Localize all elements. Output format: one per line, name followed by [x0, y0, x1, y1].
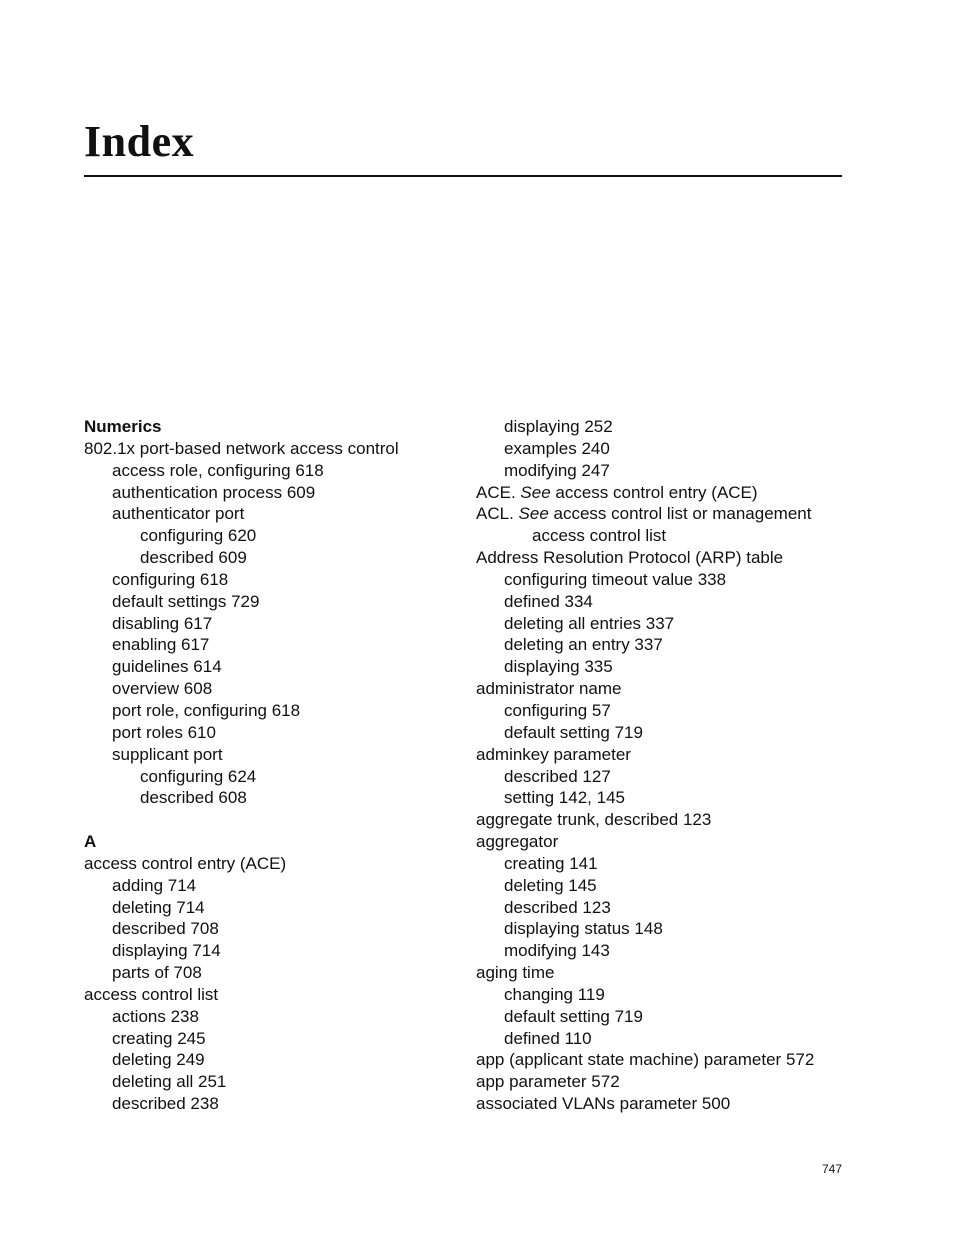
- index-subentry: changing 119: [504, 984, 605, 1004]
- index-subentry: parts of 708: [112, 963, 202, 983]
- index-subentry: default setting 719: [504, 1006, 643, 1026]
- index-column-right: [476, 416, 846, 1115]
- see-reference-see: See: [518, 504, 549, 524]
- index-entry: app parameter 572: [476, 1072, 620, 1092]
- index-subentry: port roles 610: [112, 722, 216, 742]
- see-reference-pre: ACE.: [476, 482, 521, 502]
- index-subentry: described 609: [140, 548, 247, 568]
- index-see-reference: [476, 482, 846, 504]
- index-subentry: deleting an entry 337: [504, 635, 663, 655]
- see-reference-post: access control entry (ACE): [550, 482, 758, 502]
- index-subentry: supplicant port: [112, 744, 223, 764]
- index-subentry: authenticator port: [112, 504, 245, 524]
- index-subentry: access control list: [532, 526, 667, 546]
- index-subentry: enabling 617: [112, 635, 210, 655]
- index-subentry: port role, configuring 618: [112, 700, 301, 720]
- index-subentry: deleting 145: [504, 875, 597, 895]
- index-see-reference: [476, 503, 846, 525]
- index-entry: Address Resolution Protocol (ARP) table: [476, 548, 784, 568]
- index-entry: access control list: [84, 984, 219, 1004]
- index-subentry: deleting 249: [112, 1050, 205, 1070]
- index-section-header: Numerics: [84, 417, 162, 436]
- index-subentry: authentication process 609: [112, 482, 316, 502]
- index-entry: access control entry (ACE): [84, 853, 287, 873]
- page-title: Index: [84, 117, 195, 166]
- index-subentry: deleting 714: [112, 897, 205, 917]
- index-entry: app (applicant state machine) parameter 572: [476, 1050, 815, 1070]
- index-entry: aging time: [476, 963, 555, 983]
- index-entry: 802.1x port-based network access control: [84, 438, 399, 458]
- index-column-left: [84, 416, 454, 1115]
- index-entry: administrator name: [476, 679, 622, 699]
- index-subentry: guidelines 614: [112, 657, 222, 677]
- index-subentry: displaying 335: [504, 657, 613, 677]
- index-subentry: examples 240: [504, 438, 610, 458]
- index-subentry: creating 141: [504, 853, 598, 873]
- index-subentry: displaying 252: [504, 417, 613, 436]
- index-entry: associated VLANs parameter 500: [476, 1094, 731, 1114]
- index-subentry: setting 142, 145: [504, 788, 625, 808]
- index-subentry: disabling 617: [112, 613, 213, 633]
- page-number: 747: [822, 1162, 843, 1176]
- index-entry: aggregator: [476, 832, 559, 852]
- index-subentry: creating 245: [112, 1028, 206, 1048]
- index-subentry: described 708: [112, 919, 219, 939]
- see-reference-post: access control list or management: [548, 504, 812, 524]
- index-subentry: modifying 247: [504, 460, 610, 480]
- index-subentry: modifying 143: [504, 941, 610, 961]
- index-subentry: configuring 618: [112, 569, 229, 589]
- index-subentry: overview 608: [112, 679, 213, 699]
- index-subentry: default settings 729: [112, 591, 260, 611]
- see-reference-see: See: [520, 482, 551, 502]
- index-entry: adminkey parameter: [476, 744, 631, 764]
- index-subentry: adding 714: [112, 875, 197, 895]
- index-subentry: deleting all entries 337: [504, 613, 675, 633]
- index-spacer: [84, 809, 454, 831]
- title-rule: [84, 175, 842, 177]
- index-subentry: defined 334: [504, 591, 593, 611]
- index-subentry: access role, configuring 618: [112, 460, 324, 480]
- index-subentry: defined 110: [504, 1028, 592, 1048]
- index-subentry: configuring 57: [504, 700, 611, 720]
- index-subentry: configuring 620: [140, 526, 257, 546]
- index-subentry: described 608: [140, 788, 247, 808]
- index-entry: aggregate trunk, described 123: [476, 810, 712, 830]
- index-subentry: displaying 714: [112, 941, 221, 961]
- index-subentry: actions 238: [112, 1006, 199, 1026]
- index-subentry: default setting 719: [504, 722, 643, 742]
- index-subentry: described 123: [504, 897, 611, 917]
- index-subentry: deleting all 251: [112, 1072, 227, 1092]
- index-subentry: described 127: [504, 766, 611, 786]
- index-subentry: configuring timeout value 338: [504, 569, 727, 589]
- index-subentry: displaying status 148: [504, 919, 663, 939]
- index-subentry: configuring 624: [140, 766, 257, 786]
- see-reference-pre: ACL.: [476, 504, 519, 524]
- index-section-header: A: [84, 832, 97, 852]
- index-subentry: described 238: [112, 1094, 219, 1114]
